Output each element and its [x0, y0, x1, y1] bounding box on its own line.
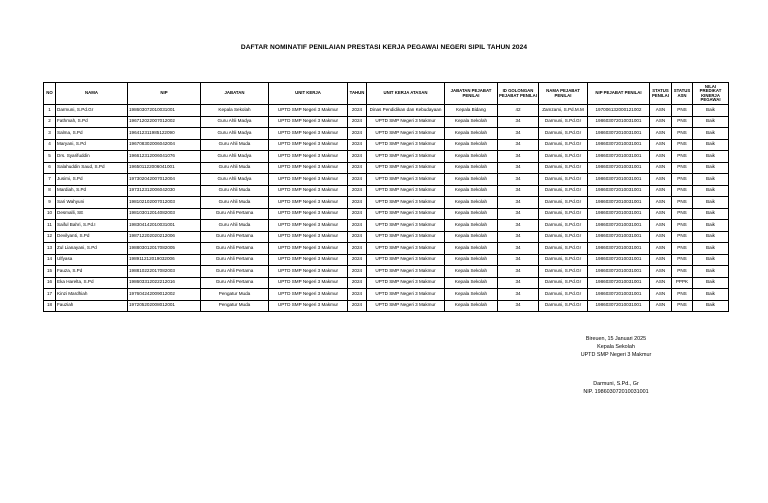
cell-status-asn: PNS	[672, 139, 693, 151]
cell-nip: 198712202020212006	[128, 231, 201, 243]
cell-id-golongan: 34	[498, 231, 539, 243]
header-jabatan-pejabat-penilai: JABATAN PEJABAT PENILAI	[445, 83, 498, 105]
cell-jabatan: Guru Ahli Pertama	[201, 231, 269, 243]
cell-nip: 197604242009012002	[128, 289, 201, 301]
cell-unit-kerja-atasan: UPTD SMP Negeri 3 Makmur	[367, 266, 445, 278]
header-no: NO	[44, 83, 56, 105]
table-row	[44, 174, 729, 186]
cell-tahun: 2024	[348, 300, 367, 312]
cell-status-asn: PNS	[672, 185, 693, 197]
cell-no: 16	[44, 277, 56, 289]
cell-nip-pejabat-penilai: 198603072010031001	[588, 231, 650, 243]
header-unit-kerja: UNIT KERJA	[269, 83, 348, 105]
cell-nip: 197312312006042030	[128, 185, 201, 197]
cell-status-asn: PNS	[672, 197, 693, 209]
table-row	[44, 197, 729, 209]
cell-tahun: 2024	[348, 254, 367, 266]
cell-nip-pejabat-penilai: 198603072010031001	[588, 162, 650, 174]
cell-status-asn: PPPK	[672, 277, 693, 289]
cell-jabatan-pejabat-penilai: Kepala Sekolah	[445, 128, 498, 140]
cell-nip-pejabat-penilai: 198603072010031001	[588, 128, 650, 140]
cell-nama-pejabat-penilai: Darmuni, S.Pd.Gr	[539, 174, 588, 186]
cell-status-penilai: ASN	[650, 266, 672, 278]
table-row	[44, 289, 729, 301]
cell-nip-pejabat-penilai: 198603072010031001	[588, 151, 650, 163]
cell-unit-kerja: UPTD SMP Negeri 3 Makmur	[269, 289, 348, 301]
cell-tahun: 2024	[348, 139, 367, 151]
cell-tahun: 2024	[348, 116, 367, 128]
table-row	[44, 243, 729, 255]
cell-status-asn: PNS	[672, 243, 693, 255]
cell-id-golongan: 34	[498, 266, 539, 278]
cell-status-asn: PNS	[672, 128, 693, 140]
cell-nip-pejabat-penilai: 198603072010031001	[588, 220, 650, 232]
table-row	[44, 277, 729, 289]
cell-id-golongan: 34	[498, 254, 539, 266]
cell-status-asn: PNS	[672, 231, 693, 243]
cell-status-penilai: ASN	[650, 174, 672, 186]
cell-nama: Fathmah, S.Pd	[56, 116, 128, 128]
cell-unit-kerja-atasan: UPTD SMP Negeri 3 Makmur	[367, 220, 445, 232]
cell-nama: Maryani, S.Pd	[56, 139, 128, 151]
cell-jabatan: Guru Ahli Madya	[201, 151, 269, 163]
header-nama-pejabat-penilai: NAMA PEJABAT PENILAI	[539, 83, 588, 105]
cell-jabatan: Guru Ahli Pertama	[201, 277, 269, 289]
cell-nama-pejabat-penilai: Darmuni, S.Pd.Gr	[539, 208, 588, 220]
table-row	[44, 208, 729, 220]
cell-nip-pejabat-penilai: 198603072010031001	[588, 289, 650, 301]
cell-nama-pejabat-penilai: Darmuni, S.Pd.Gr	[539, 254, 588, 266]
cell-jabatan-pejabat-penilai: Kepala Sekolah	[445, 231, 498, 243]
cell-unit-kerja-atasan: UPTD SMP Negeri 3 Makmur	[367, 151, 445, 163]
cell-nilai-predikat: Baik	[693, 208, 729, 220]
signature-role: Kepala Sekolah	[597, 344, 635, 350]
cell-id-golongan: 34	[498, 128, 539, 140]
table-row	[44, 116, 729, 128]
cell-unit-kerja-atasan: UPTD SMP Negeri 3 Makmur	[367, 277, 445, 289]
cell-unit-kerja-atasan: UPTD SMP Negeri 3 Makmur	[367, 162, 445, 174]
cell-no: 3	[44, 128, 56, 140]
cell-tahun: 2024	[348, 231, 367, 243]
document-title: DAFTAR NOMINATIF PENILAIAN PRESTASI KERJA PEGAWAI NEGERI SIPIL TAHUN 2024	[240, 44, 528, 51]
table-row	[44, 139, 729, 151]
cell-jabatan-pejabat-penilai: Kepala Sekolah	[445, 289, 498, 301]
cell-unit-kerja-atasan: UPTD SMP Negeri 3 Makmur	[367, 139, 445, 151]
cell-status-penilai: ASN	[650, 208, 672, 220]
cell-jabatan: Guru Ahli Muda	[201, 197, 269, 209]
cell-nip: 196708302006042004	[128, 139, 201, 151]
header-nip: NIP	[128, 83, 201, 105]
cell-jabatan: Guru Ahli Pertama	[201, 208, 269, 220]
cell-status-asn: PNS	[672, 208, 693, 220]
cell-nip-pejabat-penilai: 198603072010031001	[588, 185, 650, 197]
cell-unit-kerja: UPTD SMP Negeri 3 Makmur	[269, 162, 348, 174]
signature-place-date: Bireuen, 15 Januari 2025	[585, 336, 647, 342]
table-row	[44, 220, 729, 232]
cell-unit-kerja: UPTD SMP Negeri 3 Makmur	[269, 197, 348, 209]
cell-status-asn: PNS	[672, 254, 693, 266]
cell-tahun: 2024	[348, 243, 367, 255]
cell-jabatan: Guru Ahli Muda	[201, 139, 269, 151]
cell-nip-pejabat-penilai: 198603072010031001	[588, 254, 650, 266]
cell-status-penilai: ASN	[650, 254, 672, 266]
cell-unit-kerja: UPTD SMP Negeri 3 Makmur	[269, 277, 348, 289]
cell-nama: Jusimi, S.Pd	[56, 174, 128, 186]
cell-jabatan: Guru Ahli Muda	[201, 162, 269, 174]
cell-nilai-predikat: Baik	[693, 277, 729, 289]
cell-status-penilai: ASN	[650, 277, 672, 289]
cell-unit-kerja-atasan: UPTD SMP Negeri 3 Makmur	[367, 197, 445, 209]
cell-jabatan: Guru Ahli Pertama	[201, 254, 269, 266]
cell-unit-kerja-atasan: UPTD SMP Negeri 3 Makmur	[367, 289, 445, 301]
cell-nip: 198304142010031001	[128, 220, 201, 232]
cell-unit-kerja: UPTD SMP Negeri 3 Makmur	[269, 185, 348, 197]
cell-nama: Devilyanti, S.Pd	[56, 231, 128, 243]
table-row	[44, 185, 729, 197]
cell-status-penilai: ASN	[650, 128, 672, 140]
cell-nilai-predikat: Baik	[693, 105, 729, 117]
cell-status-asn: PNS	[672, 151, 693, 163]
cell-nama-pejabat-penilai: Darmuni, S.Pd.Gr	[539, 128, 588, 140]
header-row	[44, 83, 729, 105]
cell-status-penilai: ASN	[650, 289, 672, 301]
cell-nip-pejabat-penilai: 198603072010031001	[588, 139, 650, 151]
cell-status-penilai: ASN	[650, 197, 672, 209]
cell-status-asn: PNS	[672, 116, 693, 128]
cell-nilai-predikat: Baik	[693, 289, 729, 301]
cell-id-golongan: 34	[498, 174, 539, 186]
cell-no: 9	[44, 197, 56, 209]
cell-nip-pejabat-penilai: 197006132000121002	[588, 105, 650, 117]
cell-tahun: 2024	[348, 174, 367, 186]
cell-nip: 198603312022212016	[128, 277, 201, 289]
cell-nama: Fauziah	[56, 300, 128, 312]
header-nip-pejabat-penilai: NIP PEJABAT PENILAI	[588, 83, 650, 105]
cell-nip: 198810222017082003	[128, 266, 201, 278]
cell-unit-kerja-atasan: UPTD SMP Negeri 3 Makmur	[367, 185, 445, 197]
cell-jabatan-pejabat-penilai: Kepala Sekolah	[445, 243, 498, 255]
cell-unit-kerja-atasan: UPTD SMP Negeri 3 Makmur	[367, 300, 445, 312]
header-status-asn: STATUS ASN	[672, 83, 693, 105]
cell-unit-kerja-atasan: UPTD SMP Negeri 3 Makmur	[367, 254, 445, 266]
signature-unit: UPTD SMP Negeri 3 Makmur	[580, 352, 652, 358]
cell-id-golongan: 34	[498, 162, 539, 174]
cell-status-penilai: ASN	[650, 231, 672, 243]
cell-status-penilai: ASN	[650, 243, 672, 255]
cell-status-asn: PNS	[672, 266, 693, 278]
cell-nama-pejabat-penilai: Darmuni, S.Pd.Gr	[539, 243, 588, 255]
cell-nama: Salma, S.Pd	[56, 128, 128, 140]
cell-nilai-predikat: Baik	[693, 300, 729, 312]
cell-unit-kerja: UPTD SMP Negeri 3 Makmur	[269, 231, 348, 243]
cell-nip: 196612312006041076	[128, 151, 201, 163]
cell-unit-kerja: UPTD SMP Negeri 3 Makmur	[269, 243, 348, 255]
cell-jabatan-pejabat-penilai: Kepala Sekolah	[445, 208, 498, 220]
cell-jabatan: Kepala Sekolah	[201, 105, 269, 117]
cell-tahun: 2024	[348, 197, 367, 209]
cell-jabatan: Guru Ahli Muda	[201, 220, 269, 232]
cell-status-penilai: ASN	[650, 151, 672, 163]
cell-jabatan: Guru Ahli Madya	[201, 174, 269, 186]
cell-nama-pejabat-penilai: Darmuni, S.Pd.Gr	[539, 197, 588, 209]
cell-jabatan: Pengatur Muda	[201, 289, 269, 301]
cell-unit-kerja-atasan: UPTD SMP Negeri 3 Makmur	[367, 208, 445, 220]
cell-status-penilai: ASN	[650, 300, 672, 312]
cell-unit-kerja: UPTD SMP Negeri 3 Makmur	[269, 116, 348, 128]
cell-nip: 196501122006041001	[128, 162, 201, 174]
cell-nama-pejabat-penilai: Darmuni, S.Pd.Gr	[539, 162, 588, 174]
cell-jabatan-pejabat-penilai: Kepala Sekolah	[445, 116, 498, 128]
cell-no: 17	[44, 289, 56, 301]
cell-nip: 196712022007012002	[128, 116, 201, 128]
cell-status-asn: PNS	[672, 220, 693, 232]
cell-nama-pejabat-penilai: Darmuni, S.Pd.Gr	[539, 266, 588, 278]
cell-nama: Darmuni, S.Pd.Gr	[56, 105, 128, 117]
cell-no: 5	[44, 151, 56, 163]
cell-jabatan-pejabat-penilai: Kepala Sekolah	[445, 254, 498, 266]
cell-nama: Eka Harelta, S.Pd	[56, 277, 128, 289]
cell-nip: 198603072010031001	[128, 105, 201, 117]
cell-id-golongan: 34	[498, 220, 539, 232]
cell-nip: 198103012014082003	[128, 208, 201, 220]
cell-nip-pejabat-penilai: 198603072010031001	[588, 174, 650, 186]
cell-nilai-predikat: Baik	[693, 197, 729, 209]
cell-jabatan-pejabat-penilai: Kepala Sekolah	[445, 277, 498, 289]
cell-no: 11	[44, 220, 56, 232]
cell-no: 2	[44, 116, 56, 128]
cell-nilai-predikat: Baik	[693, 254, 729, 266]
header-nilai-predikat: NILAI PREDIKAT KINERJA PEGAWAI	[693, 83, 729, 105]
header-unit-kerja-atasan: UNIT KERJA ATASAN	[367, 83, 445, 105]
cell-nip-pejabat-penilai: 198603072010031001	[588, 277, 650, 289]
cell-nama-pejabat-penilai: Darmuni, S.Pd.Gr	[539, 231, 588, 243]
cell-nip-pejabat-penilai: 198603072010031001	[588, 300, 650, 312]
cell-no: 6	[44, 162, 56, 174]
cell-status-asn: PNS	[672, 174, 693, 186]
cell-unit-kerja: UPTD SMP Negeri 3 Makmur	[269, 174, 348, 186]
cell-unit-kerja-atasan: UPTD SMP Negeri 3 Makmur	[367, 243, 445, 255]
cell-no: 8	[44, 185, 56, 197]
cell-jabatan-pejabat-penilai: Kepala Sekolah	[445, 300, 498, 312]
cell-nip: 198911212019032006	[128, 254, 201, 266]
cell-unit-kerja: UPTD SMP Negeri 3 Makmur	[269, 128, 348, 140]
cell-tahun: 2024	[348, 277, 367, 289]
header-tahun: TAHUN	[348, 83, 367, 105]
cell-nip: 198102102007012003	[128, 197, 201, 209]
cell-unit-kerja: UPTD SMP Negeri 3 Makmur	[269, 105, 348, 117]
cell-no: 12	[44, 231, 56, 243]
cell-unit-kerja-atasan: UPTD SMP Negeri 3 Makmur	[367, 174, 445, 186]
cell-nama: Kinzi Mardhiah	[56, 289, 128, 301]
cell-status-asn: PNS	[672, 105, 693, 117]
cell-unit-kerja-atasan: UPTD SMP Negeri 3 Makmur	[367, 116, 445, 128]
cell-id-golongan: 34	[498, 151, 539, 163]
cell-jabatan-pejabat-penilai: Kepala Sekolah	[445, 151, 498, 163]
cell-id-golongan: 34	[498, 277, 539, 289]
cell-id-golongan: 34	[498, 139, 539, 151]
cell-nama: Salahuddin Saud, S.Pd	[56, 162, 128, 174]
cell-nip-pejabat-penilai: 198603072010031001	[588, 243, 650, 255]
cell-status-penilai: ASN	[650, 116, 672, 128]
cell-no: 1	[44, 105, 56, 117]
cell-nip-pejabat-penilai: 198603072010031001	[588, 266, 650, 278]
table-row	[44, 128, 729, 140]
table-row	[44, 151, 729, 163]
cell-unit-kerja: UPTD SMP Negeri 3 Makmur	[269, 139, 348, 151]
cell-nilai-predikat: Baik	[693, 243, 729, 255]
cell-status-asn: PNS	[672, 162, 693, 174]
cell-tahun: 2024	[348, 105, 367, 117]
cell-nama-pejabat-penilai: Darmuni, S.Pd.Gr	[539, 289, 588, 301]
cell-jabatan-pejabat-penilai: Kepala Sekolah	[445, 174, 498, 186]
cell-id-golongan: 34	[498, 197, 539, 209]
table-row	[44, 254, 729, 266]
cell-jabatan-pejabat-penilai: Kepala Sekolah	[445, 197, 498, 209]
header-jabatan: JABATAN	[201, 83, 269, 105]
cell-nip: 198803012017082005	[128, 243, 201, 255]
cell-unit-kerja: UPTD SMP Negeri 3 Makmur	[269, 266, 348, 278]
cell-jabatan-pejabat-penilai: Kepala Sekolah	[445, 220, 498, 232]
cell-unit-kerja: UPTD SMP Negeri 3 Makmur	[269, 151, 348, 163]
cell-status-asn: PNS	[672, 300, 693, 312]
table-row	[44, 231, 729, 243]
cell-jabatan-pejabat-penilai: Kepala Bidang	[445, 105, 498, 117]
cell-unit-kerja: UPTD SMP Negeri 3 Makmur	[269, 300, 348, 312]
header-id-golongan: ID GOLONGAN PEJABAT PENILAI	[498, 83, 539, 105]
cell-jabatan: Guru Ahli Madya	[201, 116, 269, 128]
cell-status-penilai: ASN	[650, 105, 672, 117]
cell-nama: Mardiah, S.Pd	[56, 185, 128, 197]
cell-id-golongan: 34	[498, 289, 539, 301]
cell-unit-kerja: UPTD SMP Negeri 3 Makmur	[269, 220, 348, 232]
cell-status-penilai: ASN	[650, 185, 672, 197]
cell-status-penilai: ASN	[650, 220, 672, 232]
cell-tahun: 2024	[348, 151, 367, 163]
cell-unit-kerja-atasan: UPTD SMP Negeri 3 Makmur	[367, 231, 445, 243]
cell-nilai-predikat: Baik	[693, 220, 729, 232]
header-nama: NAMA	[56, 83, 128, 105]
header-status-penilai: STATUS PENILAI	[650, 83, 672, 105]
cell-status-penilai: ASN	[650, 162, 672, 174]
cell-nip-pejabat-penilai: 198603072010031001	[588, 116, 650, 128]
cell-no: 7	[44, 174, 56, 186]
cell-nip: 197205202008012001	[128, 300, 201, 312]
cell-nama-pejabat-penilai: Darmuni, S.Pd.Gr	[539, 116, 588, 128]
signature-nip: NIP. 198603072010031001	[583, 389, 649, 395]
cell-tahun: 2024	[348, 162, 367, 174]
cell-nama-pejabat-penilai: Darmuni, S.Pd.Gr	[539, 277, 588, 289]
cell-unit-kerja: UPTD SMP Negeri 3 Makmur	[269, 208, 348, 220]
cell-unit-kerja-atasan: Dinas Pendidikan dan Kebudayaan	[367, 105, 445, 117]
cell-status-asn: PNS	[672, 289, 693, 301]
cell-nama: Saiful Bahri, S.Pd.I	[56, 220, 128, 232]
cell-jabatan: Guru Ahli Madya	[201, 128, 269, 140]
cell-tahun: 2024	[348, 128, 367, 140]
cell-nama-pejabat-penilai: Zamzami, S.Pd.M.M	[539, 105, 588, 117]
cell-no: 10	[44, 208, 56, 220]
cell-no: 14	[44, 254, 56, 266]
cell-nilai-predikat: Baik	[693, 231, 729, 243]
cell-nama-pejabat-penilai: Darmuni, S.Pd.Gr	[539, 151, 588, 163]
cell-tahun: 2024	[348, 185, 367, 197]
cell-nama: Drs. Syarifuddin	[56, 151, 128, 163]
cell-nama: Fauza, S.Pd	[56, 266, 128, 278]
cell-nilai-predikat: Baik	[693, 174, 729, 186]
cell-jabatan-pejabat-penilai: Kepala Sekolah	[445, 185, 498, 197]
cell-unit-kerja: UPTD SMP Negeri 3 Makmur	[269, 254, 348, 266]
table-row	[44, 266, 729, 278]
cell-unit-kerja-atasan: UPTD SMP Negeri 3 Makmur	[367, 128, 445, 140]
signature-name: Darmuni, S.Pd., Gr	[593, 381, 639, 387]
cell-no: 18	[44, 300, 56, 312]
cell-id-golongan: 42	[498, 105, 539, 117]
cell-nama: Zul Lianayani, S.Pd	[56, 243, 128, 255]
cell-id-golongan: 34	[498, 185, 539, 197]
cell-nama-pejabat-penilai: Darmuni, S.Pd.Gr	[539, 300, 588, 312]
cell-tahun: 2024	[348, 289, 367, 301]
cell-tahun: 2024	[348, 220, 367, 232]
cell-jabatan: Guru Ahli Pertama	[201, 266, 269, 278]
table-row	[44, 105, 729, 117]
cell-nilai-predikat: Baik	[693, 185, 729, 197]
cell-jabatan: Guru Ahli Pertama	[201, 243, 269, 255]
cell-no: 15	[44, 266, 56, 278]
table-row	[44, 162, 729, 174]
cell-id-golongan: 34	[498, 300, 539, 312]
cell-nip-pejabat-penilai: 198603072010031001	[588, 208, 650, 220]
cell-nama-pejabat-penilai: Darmuni, S.Pd.Gr	[539, 139, 588, 151]
cell-jabatan-pejabat-penilai: Kepala Sekolah	[445, 162, 498, 174]
cell-nip: 196412311985122090	[128, 128, 201, 140]
cell-nilai-predikat: Baik	[693, 162, 729, 174]
cell-no: 4	[44, 139, 56, 151]
cell-nama: Sari Wahyuni	[56, 197, 128, 209]
cell-tahun: 2024	[348, 266, 367, 278]
cell-nip-pejabat-penilai: 198603072010031001	[588, 197, 650, 209]
cell-nip: 197302042007012004	[128, 174, 201, 186]
cell-status-penilai: ASN	[650, 139, 672, 151]
cell-nama-pejabat-penilai: Darmuni, S.Pd.Gr	[539, 185, 588, 197]
cell-nilai-predikat: Baik	[693, 139, 729, 151]
cell-id-golongan: 34	[498, 243, 539, 255]
cell-jabatan: Guru Ahli Muda	[201, 185, 269, 197]
cell-jabatan: Pengatur Muda	[201, 300, 269, 312]
cell-nilai-predikat: Baik	[693, 266, 729, 278]
cell-nama: Desmalli, SE	[56, 208, 128, 220]
nominative-table	[43, 82, 729, 312]
cell-nilai-predikat: Baik	[693, 116, 729, 128]
cell-nama-pejabat-penilai: Darmuni, S.Pd.Gr	[539, 220, 588, 232]
cell-nama: Ulfyasa	[56, 254, 128, 266]
cell-id-golongan: 34	[498, 116, 539, 128]
cell-jabatan-pejabat-penilai: Kepala Sekolah	[445, 266, 498, 278]
cell-no: 13	[44, 243, 56, 255]
table-row	[44, 300, 729, 312]
cell-nilai-predikat: Baik	[693, 151, 729, 163]
cell-jabatan-pejabat-penilai: Kepala Sekolah	[445, 139, 498, 151]
cell-tahun: 2024	[348, 208, 367, 220]
cell-nilai-predikat: Baik	[693, 128, 729, 140]
cell-id-golongan: 34	[498, 208, 539, 220]
